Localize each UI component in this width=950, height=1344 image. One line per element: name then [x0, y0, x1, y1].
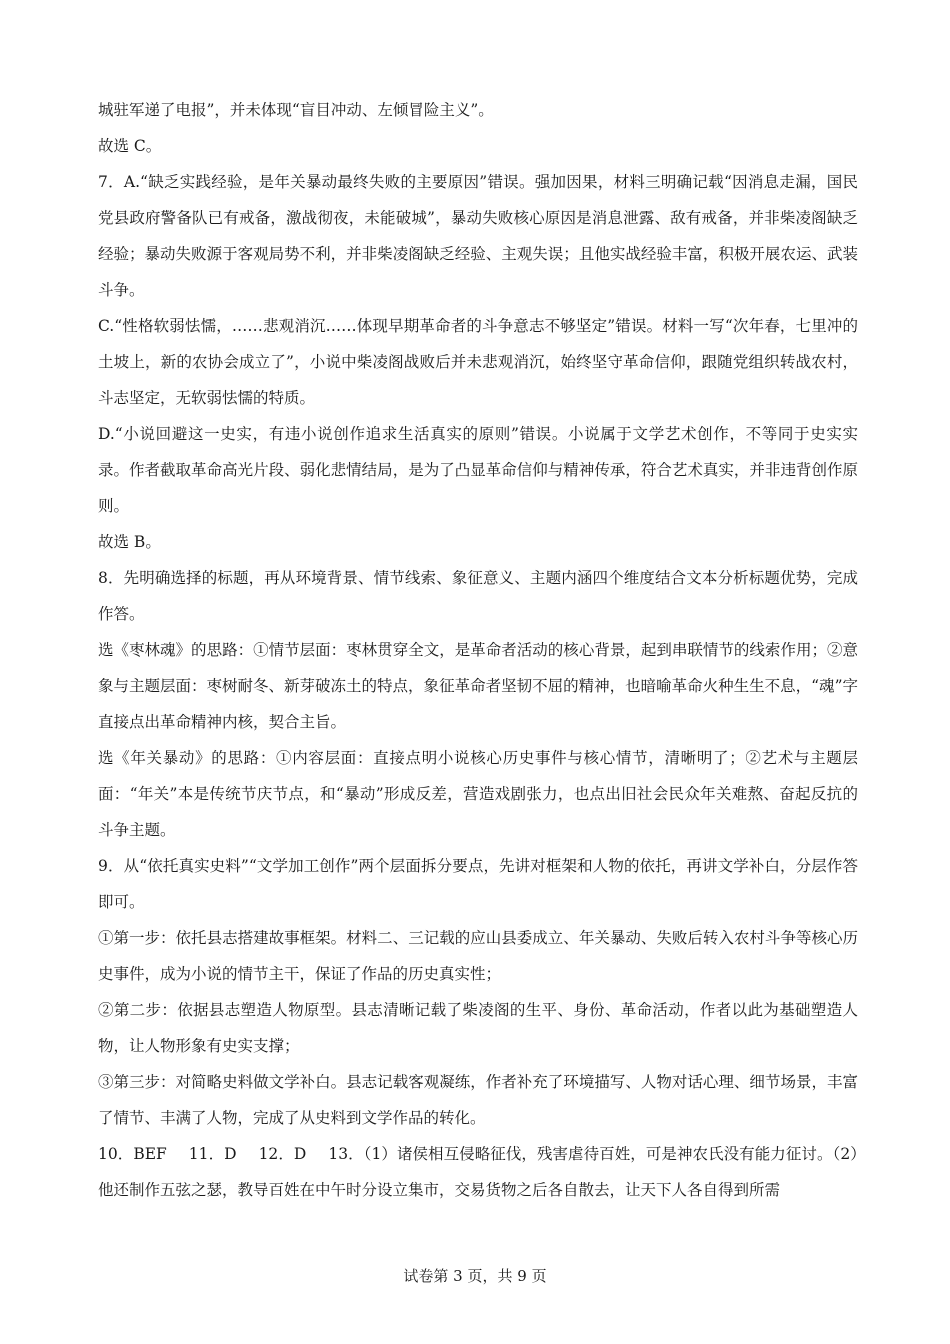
answer-q11: 11．D: [188, 1145, 237, 1163]
paragraph-q9-step-1: ①第一步：依托县志搭建故事框架。材料二、三记载的应山县委成立、年关暴动、失败后转入农村斗争等核心历史事件，成为小说的情节主干，保证了作品的历史真实性；: [98, 929, 858, 983]
answer-q12: 12．D: [258, 1145, 307, 1163]
paragraph-q6-tail: 城驻军递了电报”，并未体现“盲目冲动、左倾冒险主义”。: [98, 101, 494, 119]
paragraph-q7-option-d: D.“小说回避这一史实，有违小说创作追求生活真实的原则”错误。小说属于文学艺术创作，不等同于史实实录。作者截取革命高光片段、弱化悲情结局，是为了凸显革命信仰与精神传承，符合艺术真实，并非违背创作原则。: [98, 425, 858, 515]
paragraph-q7-answer: 故选 B。: [98, 533, 161, 551]
answer-q13: 13．（1）诸侯相互侵略征伐，残害虐待百姓，可是神农氏没有能力征讨。（2）他还制作五弦之瑟，教导百姓在中午时分设立集市，交易货物之后各自散去，让天下人各自得到所需: [98, 1145, 858, 1199]
paragraph-q8-intro: 8．先明确选择的标题，再从环境背景、情节线索、象征意义、主题内涵四个维度结合文本分析标题优势，完成作答。: [98, 569, 858, 623]
paragraph-q6-answer: 故选 C。: [98, 137, 162, 155]
paragraph-q9-step-3: ③第三步：对简略史料做文学补白。县志记载客观凝练，作者补充了环境描写、人物对话心理、细节场景，丰富了情节、丰满了人物，完成了从史料到文学作品的转化。: [98, 1073, 858, 1127]
answer-q10: 10．BEF: [98, 1145, 167, 1163]
paragraph-q7-option-a: 7．A.“缺乏实践经验，是年关暴动最终失败的主要原因”错误。强加因果，材料三明确记载“因消息走漏，国民党县政府警备队已有戒备，激战彻夜，未能破城”，暴动失败核心原因是消息泄露、敌有戒备，并非柴凌阁缺乏经验；暴动失败源于客观局势不利，并非柴凌阁缺乏经验、主观失误；且他实战经验丰富，积极开展农运、武装斗争。: [98, 173, 858, 299]
paragraph-q9-step-2: ②第二步：依据县志塑造人物原型。县志清晰记载了柴凌阁的生平、身份、革命活动，作者以此为基础塑造人物，让人物形象有史实支撑；: [98, 1001, 858, 1055]
paragraph-q7-option-c: C.“性格软弱怯懦，……悲观消沉……体现早期革命者的斗争意志不够坚定”错误。材料一写“次年春，七里冲的土坡上，新的农协会成立了”，小说中柴凌阁战败后并未悲观消沉，始终坚守革命信仰，跟随党组织转战农村，斗志坚定，无软弱怯懦的特质。: [98, 317, 858, 407]
answers-row-10-13: [98, 1136, 858, 1208]
page-footer: 试卷第 3 页，共 9 页: [403, 1267, 547, 1285]
answer-explanation-body: [98, 92, 858, 1208]
paragraph-q8-option-zaolinhun: 选《枣林魂》的思路：①情节层面：枣林贯穿全文，是革命者活动的核心背景，起到串联情节的线索作用；②意象与主题层面：枣树耐冬、新芽破冻土的特点，象征革命者坚韧不屈的精神，也暗喻革命火种生生不息，“魂”字直接点出革命精神内核，契合主旨。: [98, 641, 858, 731]
paragraph-q9-intro: 9．从“依托真实史料”“文学加工创作”两个层面拆分要点，先讲对框架和人物的依托，再讲文学补白，分层作答即可。: [98, 857, 858, 911]
paragraph-q8-option-nianguan: 选《年关暴动》的思路：①内容层面：直接点明小说核心历史事件与核心情节，清晰明了；②艺术与主题层面：“年关”本是传统节庆节点，和“暴动”形成反差，营造戏剧张力，也点出旧社会民众年关难熬、奋起反抗的斗争主题。: [98, 749, 858, 839]
